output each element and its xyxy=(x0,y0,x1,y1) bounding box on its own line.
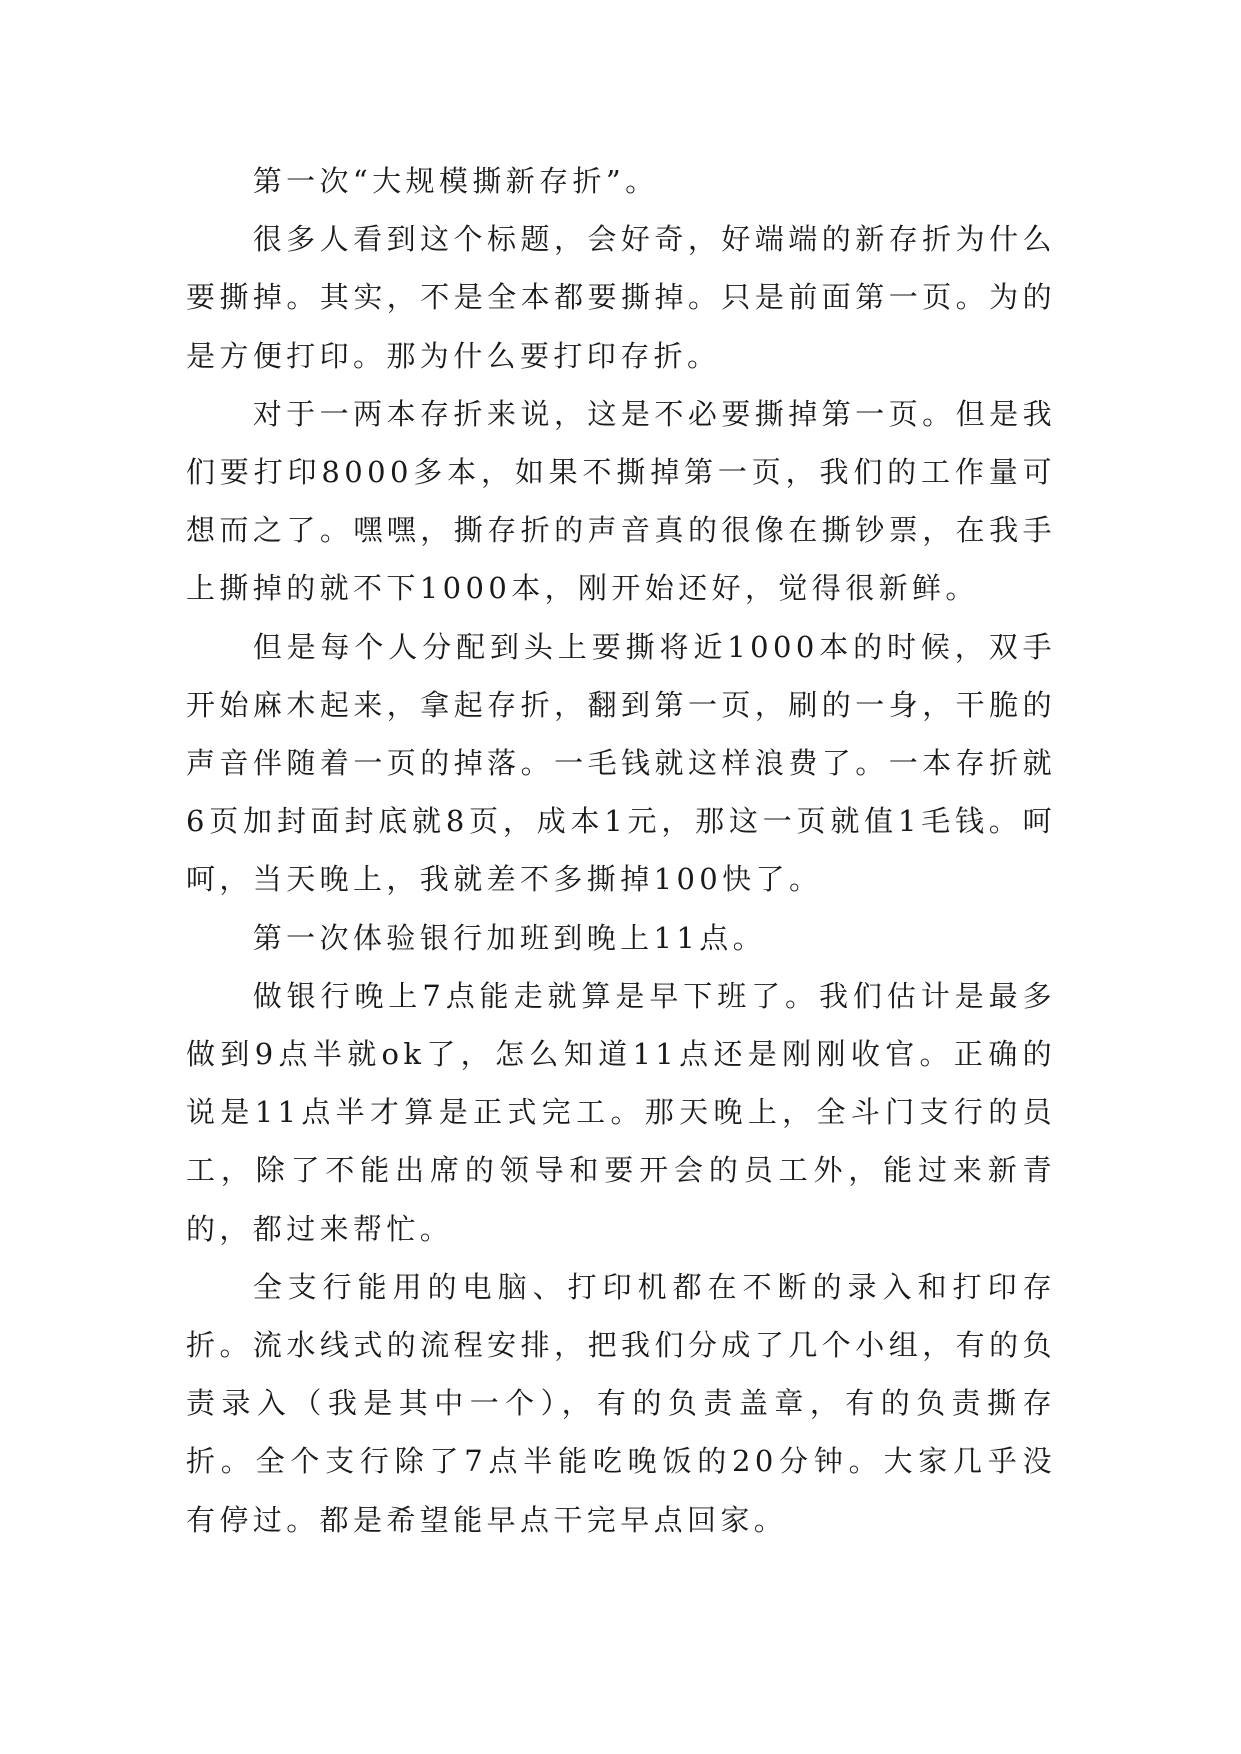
paragraph-6: 做银行晚上7点能走就算是早下班了。我们估计是最多做到9点半就ok了，怎么知道11点还是刚刚收官。正确的说是11点半才算是正式完工。那天晚上，全斗门支行的员工，除了不能出席的领导和要开会的员工外，能过来新青的，都过来帮忙。 xyxy=(186,978,1056,1246)
paragraph-3: 对于一两本存折来说，这是不必要撕掉第一页。但是我们要打印8000多本，如果不撕掉第一页，我们的工作量可想而之了。嘿嘿，撕存折的声音真的很像在撕钞票，在我手上撕掉的就不下1000本，刚开始还好，觉得很新鲜。 xyxy=(186,396,1056,606)
paragraph-4: 但是每个人分配到头上要撕将近1000本的时候，双手开始麻木起来，拿起存折，翻到第一页，刷的一身，干脆的声音伴随着一页的掉落。一毛钱就这样浪费了。一本存折就6页加封面封底就8页，成本1元，那这一页就值1毛钱。呵呵，当天晚上，我就差不多撕掉100快了。 xyxy=(186,629,1056,897)
paragraph-7: 全支行能用的电脑、打印机都在不断的录入和打印存折。流水线式的流程安排，把我们分成了几个小组，有的负责录入（我是其中一个），有的负责盖章，有的负责撕存折。全个支行除了7点半能吃晚饭的20分钟。大家几乎没有停过。都是希望能早点干完早点回家。 xyxy=(186,1269,1056,1537)
paragraph-1: 第一次“大规模撕新存折”。 xyxy=(252,164,659,198)
paragraph-2: 很多人看到这个标题，会好奇，好端端的新存折为什么要撕掉。其实，不是全本都要撕掉。只是前面第一页。为的是方便打印。那为什么要打印存折。 xyxy=(186,222,1056,373)
paragraph-5: 第一次体验银行加班到晚上11点。 xyxy=(252,920,766,955)
document-body xyxy=(186,152,1056,1549)
